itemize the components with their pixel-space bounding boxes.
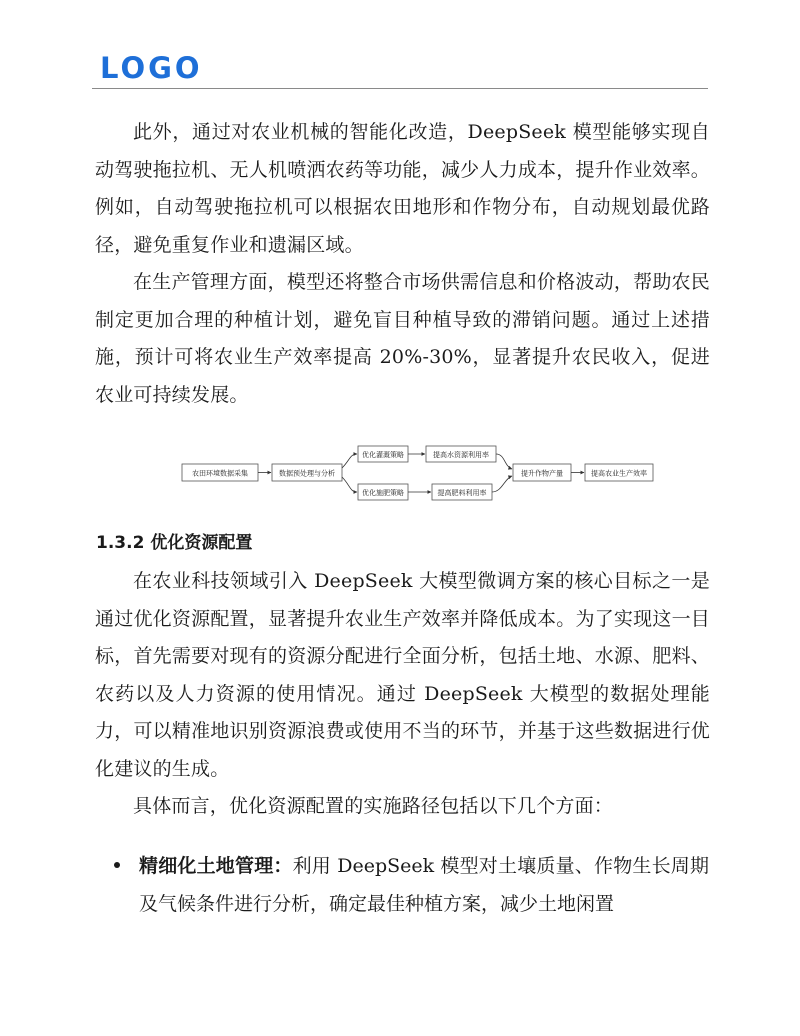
flow-node-process-label: 数据预处理与分析 (279, 469, 335, 478)
intro-text (95, 114, 710, 414)
flow-node-collect-label: 农田环境数据采集 (192, 469, 248, 478)
flow-node-fertilize-label: 优化施肥策略 (362, 489, 404, 497)
bullet-body: 利用 DeepSeek 模型对土壤质量、作物生长周期及气候条件进行分析，确定最佳种植方案，减少土地闲置 (139, 855, 709, 915)
flow-node-fert-use-label: 提高肥料利用率 (437, 489, 487, 497)
flow-arrow (342, 454, 357, 468)
paragraph: 在生产管理方面，模型还将整合市场供需信息和价格波动，帮助农民制定更加合理的种植计划，避免盲目种植导致的滞销问题。通过上述措施，预计可将农业生产效率提高 20%-30%，显著提升农民收入，促进农业可持续发展。 (95, 271, 710, 406)
header-divider (92, 88, 708, 89)
bullet-icon (114, 862, 120, 868)
flow-arrow (496, 454, 512, 469)
flow-node-efficiency-label: 提高农业生产效率 (591, 469, 647, 478)
section-heading: 1.3.2 优化资源配置 (96, 533, 253, 553)
paragraph: 具体而言，优化资源配置的实施路径包括以下几个方面： (133, 795, 614, 817)
logo: LOGO (100, 51, 203, 85)
flow-node-yield-label: 提升作物产量 (521, 469, 563, 478)
paragraph: 此外，通过对农业机械的智能化改造，DeepSeek 模型能够实现自动驾驶拖拉机、无人机喷洒农药等功能，减少人力成本，提升作业效率。例如，自动驾驶拖拉机可以根据农田地形和作物分布，自动规划最优路径，避免重复作业和遗漏区域。 (95, 121, 710, 256)
section-text (95, 563, 710, 826)
flow-arrow (492, 476, 512, 492)
flow-node-irrigation-label: 优化灌溉策略 (362, 451, 404, 459)
bullet-text (139, 848, 709, 923)
flow-arrow (342, 477, 357, 492)
flow-node-water-use-label: 提高水资源利用率 (433, 451, 489, 459)
flowchart (180, 442, 655, 504)
paragraph: 在农业科技领域引入 DeepSeek 大模型微调方案的核心目标之一是通过优化资源配置，显著提升农业生产效率并降低成本。为了实现这一目标，首先需要对现有的资源分配进行全面分析，包括土地、水源、肥料、农药以及人力资源的使用情况。通过 DeepSeek 大模型的数据处理能力，可以精准地识别资源浪费或使用不当的环节，并基于这些数据进行优化建议的生成。 (95, 570, 710, 780)
bullet-title: 精细化土地管理： (139, 855, 293, 877)
